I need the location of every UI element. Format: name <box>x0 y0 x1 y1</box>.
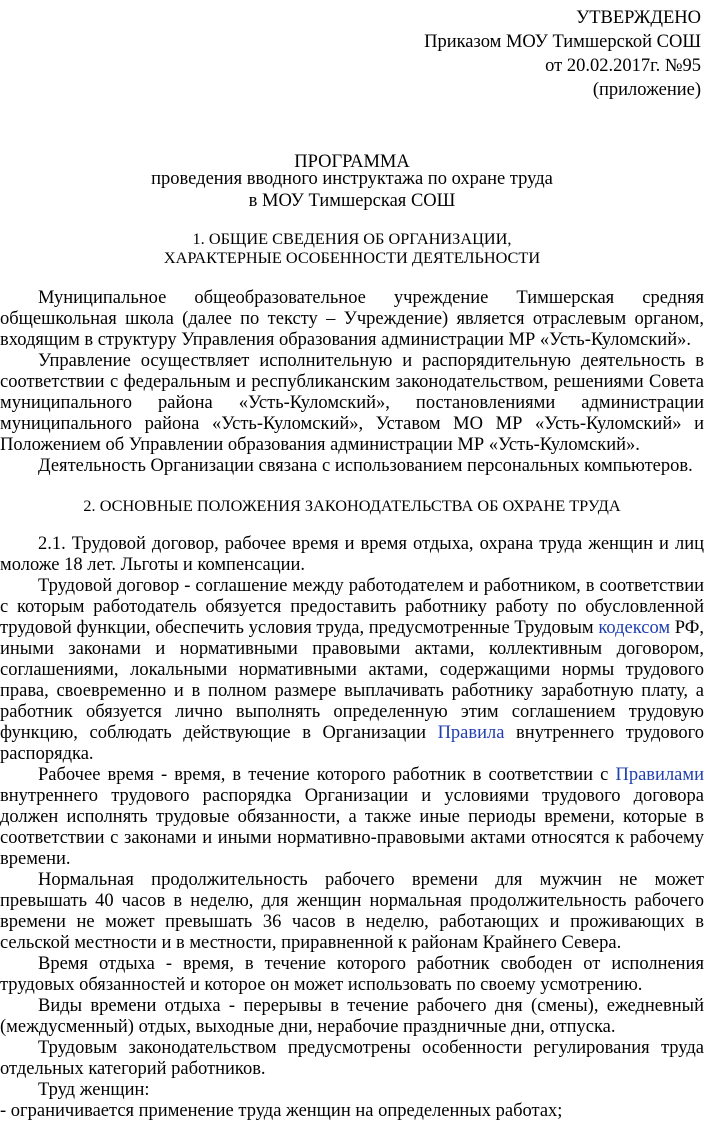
section2-paragraph-1: 2.1. Трудовой договор, рабочее время и время отдыха, охрана труда женщин и лиц моложе 18 лет. Льготы и компенсации. <box>0 534 704 575</box>
approval-order: Приказом МОУ Тимшерской СОШ <box>424 32 701 52</box>
section1-heading-line2: ХАРАКТЕРНЫЕ ОСОБЕННОСТИ ДЕЯТЕЛЬНОСТИ <box>163 248 541 267</box>
section1-body <box>0 288 704 477</box>
rules-link[interactable]: Правила <box>437 723 505 743</box>
section1-paragraph-2: Управление осуществляет исполнительную и распорядительную деятельность в соответствии с федеральным и республиканским законодательством, решениями Совета муниципального района «Усть-Куломский», постановлениями администрации муниципального района «Усть-Куломский», Уставом МО МР «Усть-Куломский» и Положением об Управлении образования администрации МР «Усть-Куломский». <box>0 351 704 455</box>
paragraph-text: Трудовой договор - соглашение между работодателем и работником, в соответствии с которым работодатель обязуется предоставить работнику работу по обусловленной трудовой функции, обеспечить условия труда, предусмотренные Трудовым <box>0 576 704 638</box>
section2-paragraph-8: Труд женщин: <box>38 1080 150 1100</box>
section2-heading: 2. ОСНОВНЫЕ ПОЛОЖЕНИЯ ЗАКОНОДАТЕЛЬСТВА ОБ ОХРАНЕ ТРУДА <box>83 496 621 515</box>
code-link[interactable]: кодексом <box>598 618 671 638</box>
paragraph-text: внутреннего трудового распорядка Организации и условиями трудового договора должен исполнять трудовые обязанности, а также иные периоды времени, которые в соответствии с законами и иными нормативно-правовыми актами относятся к рабочему времени. <box>0 786 704 869</box>
approval-note: (приложение) <box>592 80 701 100</box>
program-subtitle-2: в МОУ Тимшерская СОШ <box>248 191 456 211</box>
section2-paragraph-4: Нормальная продолжительность рабочего времени для мужчин не может превышать 40 часов в неделю, для женщин нормальная продолжительность рабочего времени не может превышать 36 часов в неделю, работающих и проживающих в сельской местности и в местности, приравненной к районам Крайнего Севера. <box>0 870 704 953</box>
program-subtitle-1: проведения вводного инструктажа по охране труда <box>151 169 553 189</box>
section2-paragraph-2 <box>0 576 704 765</box>
section2-paragraph-6: Виды времени отдыха - перерывы в течение рабочего дня (смены), ежедневный (междусменный) отдых, выходные дни, нерабочие праздничные дни, отпуска. <box>0 996 704 1037</box>
approval-stamp <box>424 6 701 102</box>
paragraph-text: РФ, иными законами и нормативными правовыми актами, коллективным договором, соглашениями, локальными нормативными актами, содержащими нормы трудового права, своевременно и в полном размере выплачивать работнику заработную плату, а работник обязуется лично выполнять определенную этим соглашением трудовую функцию, соблюдать действующие в Организации <box>0 618 704 743</box>
section1-heading-line1: 1. ОБЩИЕ СВЕДЕНИЯ ОБ ОРГАНИЗАЦИИ, <box>192 229 512 248</box>
section1-paragraph-1: Муниципальное общеобразовательное учреждение Тимшерская средняя общешкольная школа (далее по тексту – Учреждение) является отраслевым органом, входящим в структуру Управления образования администрации МР «Усть-Куломский». <box>0 288 704 350</box>
paragraph-text: Рабочее время - время, в течение которого работник в соответствии с <box>38 765 616 785</box>
section2-body <box>0 534 704 1122</box>
program-title: ПРОГРАММА <box>294 152 410 172</box>
approval-date: от 20.02.2017г. №95 <box>545 56 701 76</box>
section1-paragraph-3: Деятельность Организации связана с использованием персональных компьютеров. <box>38 456 693 476</box>
approval-title: УТВЕРЖДЕНО <box>576 8 701 28</box>
section2-paragraph-9: - ограничивается применение труда женщин на определенных работах; <box>0 1101 563 1121</box>
section2-paragraph-7: Трудовым законодательством предусмотрены особенности регулирования труда отдельных категорий работников. <box>0 1038 704 1079</box>
section2-paragraph-3 <box>0 765 704 870</box>
rules-link[interactable]: Правилами <box>615 765 704 785</box>
section2-paragraph-5: Время отдыха - время, в течение которого работник свободен от исполнения трудовых обязанностей и которое он может использовать по своему усмотрению. <box>0 954 704 995</box>
paragraph-text: внутреннего трудового распорядка. <box>0 723 704 764</box>
